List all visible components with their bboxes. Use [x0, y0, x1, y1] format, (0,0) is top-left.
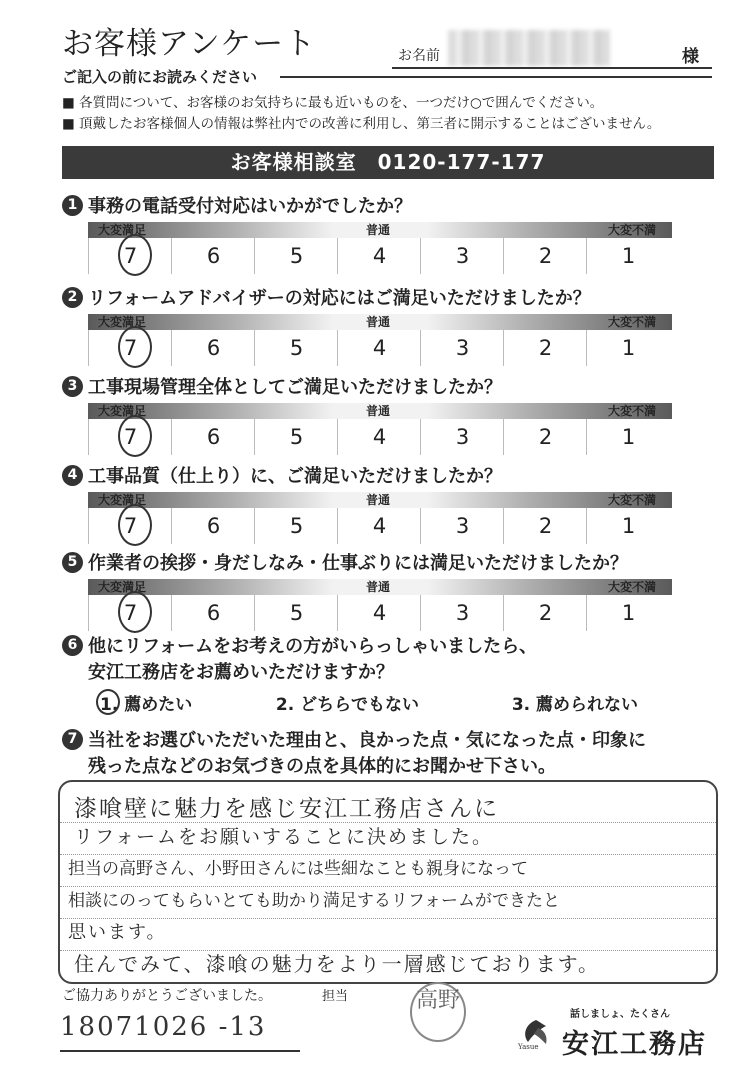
rating-option-4[interactable]: 4 [337, 595, 421, 631]
question-1 [62, 192, 412, 218]
rating-option-1[interactable]: 1 [586, 595, 670, 631]
question-4 [62, 462, 502, 488]
staff-seal: 高野 [410, 982, 466, 1042]
rating-option-5[interactable]: 5 [254, 330, 338, 366]
scale-mid-label: 普通 [366, 580, 391, 594]
rating-option-4[interactable]: 4 [337, 508, 421, 544]
rating-option-2[interactable]: 2 [503, 508, 587, 544]
rating-option-1[interactable]: 1 [586, 330, 670, 366]
question-text: 工事現場管理全体としてご満足いただけましたか？ [88, 377, 502, 398]
question-number: 3 [62, 376, 83, 397]
scale-high-label: 大変満足 [98, 580, 147, 594]
name-label: お名前 [398, 48, 440, 64]
rating-option-4[interactable]: 4 [337, 238, 421, 274]
company-logo-icon [516, 1016, 556, 1050]
question-5 [62, 549, 628, 575]
comment-line-1: 漆喰壁に魅力を感じ安江工務店さんに [74, 796, 499, 822]
rating-option-1[interactable]: 1 [586, 508, 670, 544]
tanto-label: 担当 [322, 989, 349, 1004]
scale-high-label: 大変満足 [98, 223, 147, 237]
rating-scale [88, 403, 672, 455]
question-text: リフォームアドバイザーの対応にはご満足いただけましたか？ [88, 288, 591, 309]
comment-line-3: 担当の高野さん、小野田さんには些細なことも親身になって [68, 859, 529, 879]
rating-option-7[interactable]: 7 [88, 330, 172, 366]
comment-box[interactable] [58, 780, 718, 984]
scale-mid-label: 普通 [366, 223, 391, 237]
question-text: 工事品質（仕上り）に、ご満足いただけましたか？ [88, 466, 502, 487]
scale-low-label: 大変不満 [608, 315, 657, 329]
company-name: 安江工務店 [562, 1029, 707, 1060]
svg-text:Yasue: Yasue [518, 1043, 539, 1050]
rating-option-5[interactable]: 5 [254, 419, 338, 455]
selected-mark [118, 504, 152, 546]
scale-mid-label: 普通 [366, 315, 391, 329]
selected-mark [118, 326, 152, 368]
rating-option-4[interactable]: 4 [337, 419, 421, 455]
rating-option-4[interactable]: 4 [337, 330, 421, 366]
choice-2[interactable]: 2. どちらでもない [275, 695, 419, 715]
name-redacted [448, 30, 610, 66]
question-6-line2: 安江工務店をお薦めいただけますか？ [88, 662, 394, 683]
question-number: 7 [62, 729, 83, 750]
question-text: 作業者の挨拶・身だしなみ・仕事ぶりには満足いただけましたか？ [88, 553, 628, 574]
name-underline [392, 67, 712, 69]
rating-option-7[interactable]: 7 [88, 238, 172, 274]
selected-mark [118, 591, 152, 633]
rating-scale [88, 492, 672, 544]
comment-line-2: リフォームをお願いすることに決めました。 [74, 826, 494, 848]
note-2: ■ 頂戴したお客様個人の情報は弊社内での改善に利用し、第三者に開示することはございません。 [62, 116, 661, 132]
rating-option-6[interactable]: 6 [171, 419, 255, 455]
code-underline [60, 1050, 300, 1052]
rating-option-5[interactable]: 5 [254, 238, 338, 274]
rating-option-6[interactable]: 6 [171, 595, 255, 631]
selected-mark [118, 234, 152, 276]
rating-option-3[interactable]: 3 [420, 595, 504, 631]
scale-mid-label: 普通 [366, 404, 391, 418]
rating-option-2[interactable]: 2 [503, 595, 587, 631]
comment-line-6: 住んでみて、漆喰の魅力をより一層感じております。 [74, 952, 600, 976]
rating-option-5[interactable]: 5 [254, 595, 338, 631]
support-banner: お客様相談室 0120-177-177 [62, 146, 714, 179]
page-title: お客様アンケート [62, 26, 317, 62]
question-3 [62, 373, 502, 399]
question-number: 1 [62, 195, 83, 216]
instructions-title: ご記入の前にお読みください [62, 68, 258, 86]
rating-option-1[interactable]: 1 [586, 238, 670, 274]
rating-option-1[interactable]: 1 [586, 419, 670, 455]
question-text: 他にリフォームをお考えの方がいらっしゃいましたら、 [88, 636, 538, 657]
choice-3[interactable]: 3. 薦められない [511, 695, 639, 715]
rating-option-7[interactable]: 7 [88, 595, 172, 631]
rating-scale [88, 222, 672, 274]
scale-mid-label: 普通 [366, 493, 391, 507]
comment-line-4: 相談にのってもらいとても助かり満足するリフォームができたと [68, 891, 560, 911]
scale-low-label: 大変不満 [608, 580, 657, 594]
instructions-rule [280, 76, 712, 78]
rating-option-5[interactable]: 5 [254, 508, 338, 544]
rating-option-7[interactable]: 7 [88, 508, 172, 544]
selected-mark [118, 415, 152, 457]
question-text: 当社をお選びいただいた理由と、良かった点・気になった点・印象に [88, 730, 646, 751]
rating-option-2[interactable]: 2 [503, 238, 587, 274]
scale-low-label: 大変不満 [608, 404, 657, 418]
survey-code: 18071026 -13 [60, 1012, 267, 1042]
comment-line-5: 思います。 [68, 922, 167, 943]
rating-scale [88, 579, 672, 631]
scale-high-label: 大変満足 [98, 315, 147, 329]
rating-option-6[interactable]: 6 [171, 330, 255, 366]
rating-option-2[interactable]: 2 [503, 419, 587, 455]
question-number: 5 [62, 552, 83, 573]
scale-high-label: 大変満足 [98, 493, 147, 507]
rating-option-6[interactable]: 6 [171, 238, 255, 274]
question-number: 2 [62, 287, 83, 308]
rating-option-2[interactable]: 2 [503, 330, 587, 366]
rating-scale [88, 314, 672, 366]
rating-option-3[interactable]: 3 [420, 419, 504, 455]
honorific: 様 [682, 47, 699, 67]
question-6 [62, 632, 537, 658]
scale-low-label: 大変不満 [608, 223, 657, 237]
question-7 [62, 726, 646, 752]
question-text: 事務の電話受付対応はいかがでしたか？ [88, 196, 412, 217]
scale-high-label: 大変満足 [98, 404, 147, 418]
choice-1[interactable]: 1. 薦めたい [100, 690, 270, 715]
question-number: 4 [62, 465, 83, 486]
company-slogan: 話しましょ、たくさん [570, 1009, 670, 1020]
q6-choices [100, 690, 638, 715]
rating-option-3[interactable]: 3 [420, 508, 504, 544]
question-7-line2: 残った点などのお気づきの点を具体的にお聞かせ下さい。 [88, 756, 556, 777]
rating-option-6[interactable]: 6 [171, 508, 255, 544]
rating-option-3[interactable]: 3 [420, 330, 504, 366]
question-number: 6 [62, 635, 83, 656]
question-2 [62, 284, 591, 310]
scale-low-label: 大変不満 [608, 493, 657, 507]
thanks-text: ご協力ありがとうございました。 [62, 988, 272, 1004]
rating-option-7[interactable]: 7 [88, 419, 172, 455]
rating-option-3[interactable]: 3 [420, 238, 504, 274]
note-1: ■ 各質問について、お客様のお気持ちに最も近いものを、一つだけ○で囲んでください。 [62, 95, 604, 111]
